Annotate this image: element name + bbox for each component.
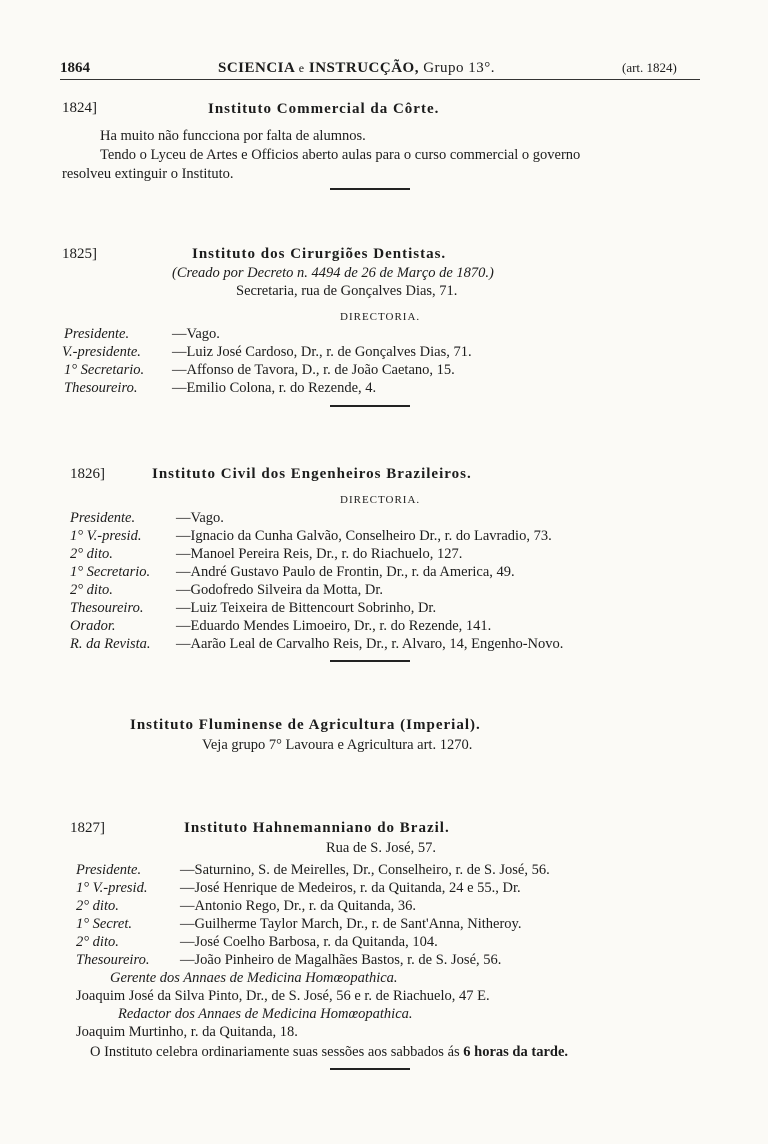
session-note-b: 6 horas da tarde. bbox=[463, 1044, 569, 1060]
section-separator bbox=[330, 188, 410, 190]
directoria-heading: DIRECTORIA. bbox=[340, 494, 421, 506]
member-text: —Antonio Rego, Dr., r. da Quitanda, 36. bbox=[180, 898, 417, 914]
header-grupo: Grupo 13°. bbox=[423, 60, 496, 76]
member-role: Presidente. bbox=[64, 326, 130, 342]
member-role: Presidente. bbox=[76, 862, 142, 878]
member-text: —Luiz Teixeira de Bittencourt Sobrinho, Dr. bbox=[176, 600, 437, 616]
member-role: 1° Secretario. bbox=[70, 564, 151, 580]
text-line: Tendo o Lyceu de Artes e Officios aberto aulas para o curso commercial o governo bbox=[100, 147, 581, 163]
member-role: R. da Revista. bbox=[70, 636, 151, 652]
member-text: —José Henrique de Medeiros, r. da Quitanda, 24 e 55., Dr. bbox=[180, 880, 521, 896]
address-line: Rua de S. José, 57. bbox=[326, 840, 436, 856]
decree-note: (Creado por Decreto n. 4494 de 26 de Março de 1870.) bbox=[172, 265, 494, 281]
header-title-a: SCIENCIA bbox=[218, 60, 295, 76]
member-role: 2° dito. bbox=[76, 934, 119, 950]
section-number-1827: 1827] bbox=[70, 820, 105, 836]
section-title-1827: Instituto Hahnemanniano do Brazil. bbox=[184, 820, 450, 836]
member-text: —Vago. bbox=[172, 326, 220, 342]
section-number-1826: 1826] bbox=[70, 466, 105, 482]
member-text: —Guilherme Taylor March, Dr., r. de Sant'Anna, Nitheroy. bbox=[180, 916, 522, 932]
session-note bbox=[90, 1044, 568, 1061]
section-title-fluminense: Instituto Fluminense de Agricultura (Imperial). bbox=[130, 717, 481, 733]
member-role: 2° dito. bbox=[76, 898, 119, 914]
header-rule bbox=[60, 79, 700, 80]
text-line: resolveu extinguir o Instituto. bbox=[62, 166, 234, 182]
cross-reference: Veja grupo 7° Lavoura e Agricultura art. 1270. bbox=[202, 737, 473, 753]
section-title-1826: Instituto Civil dos Engenheiros Brazileiros. bbox=[152, 466, 472, 482]
member-role: 2° dito. bbox=[70, 546, 113, 562]
text-line: Ha muito não funcciona por falta de alumnos. bbox=[100, 128, 366, 144]
session-note-a: O Instituto celebra ordinariamente suas sessões aos sabbados ás bbox=[90, 1044, 464, 1060]
section-separator bbox=[330, 405, 410, 407]
header-title-b: INSTRUCÇÃO, bbox=[308, 60, 419, 76]
member-role: 1° V.-presid. bbox=[76, 880, 148, 896]
member-text: —Affonso de Tavora, D., r. de João Caetano, 15. bbox=[172, 362, 455, 378]
section-title-1824: Instituto Commercial da Côrte. bbox=[208, 101, 440, 117]
member-text: —Ignacio da Cunha Galvão, Conselheiro Dr., r. do Lavradio, 73. bbox=[176, 528, 552, 544]
member-role: Thesoureiro. bbox=[64, 380, 138, 396]
member-text: —Manoel Pereira Reis, Dr., r. do Riachuelo, 127. bbox=[176, 546, 463, 562]
member-role: Orador. bbox=[70, 618, 116, 634]
header-title bbox=[218, 60, 495, 77]
member-text: —Saturnino, S. de Meirelles, Dr., Conselheiro, r. de S. José, 56. bbox=[180, 862, 550, 878]
member-role: 1° Secretario. bbox=[64, 362, 145, 378]
member-role: V.-presidente. bbox=[62, 344, 141, 360]
gerente-label: Gerente dos Annaes de Medicina Homœopathica. bbox=[110, 970, 398, 986]
member-text: —Aarão Leal de Carvalho Reis, Dr., r. Alvaro, 14, Engenho-Novo. bbox=[176, 636, 564, 652]
member-role: 1° Secret. bbox=[76, 916, 132, 932]
section-title-1825: Instituto dos Cirurgiões Dentistas. bbox=[192, 246, 447, 262]
member-role: Thesoureiro. bbox=[70, 600, 144, 616]
redactor-label: Redactor dos Annaes de Medicina Homœopathica. bbox=[118, 1006, 413, 1022]
section-separator bbox=[330, 1068, 410, 1070]
member-role: Presidente. bbox=[70, 510, 136, 526]
gerente-text: Joaquim José da Silva Pinto, Dr., de S. José, 56 e r. de Riachuelo, 47 E. bbox=[76, 988, 490, 1004]
section-number-1824: 1824] bbox=[62, 100, 97, 116]
redactor-text: Joaquim Murtinho, r. da Quitanda, 18. bbox=[76, 1024, 298, 1040]
directoria-heading: DIRECTORIA. bbox=[340, 311, 421, 323]
member-role: 2° dito. bbox=[70, 582, 113, 598]
page-number: 1864 bbox=[60, 60, 90, 76]
member-text: —Luiz José Cardoso, Dr., r. de Gonçalves Dias, 71. bbox=[172, 344, 472, 360]
member-text: —Emilio Colona, r. do Rezende, 4. bbox=[172, 380, 377, 396]
member-text: —Eduardo Mendes Limoeiro, Dr., r. do Rezende, 141. bbox=[176, 618, 492, 634]
header-art: (art. 1824) bbox=[622, 60, 677, 75]
member-text: —André Gustavo Paulo de Frontin, Dr., r. da America, 49. bbox=[176, 564, 515, 580]
section-number-1825: 1825] bbox=[62, 246, 97, 262]
member-text: —José Coelho Barbosa, r. da Quitanda, 104. bbox=[180, 934, 438, 950]
member-role: Thesoureiro. bbox=[76, 952, 150, 968]
header-title-e: e bbox=[298, 61, 305, 75]
address-line: Secretaria, rua de Gonçalves Dias, 71. bbox=[236, 283, 458, 299]
member-role: 1° V.-presid. bbox=[70, 528, 142, 544]
member-text: —Godofredo Silveira da Motta, Dr. bbox=[176, 582, 383, 598]
member-text: —Vago. bbox=[176, 510, 224, 526]
section-separator bbox=[330, 660, 410, 662]
member-text: —João Pinheiro de Magalhães Bastos, r. de S. José, 56. bbox=[180, 952, 502, 968]
